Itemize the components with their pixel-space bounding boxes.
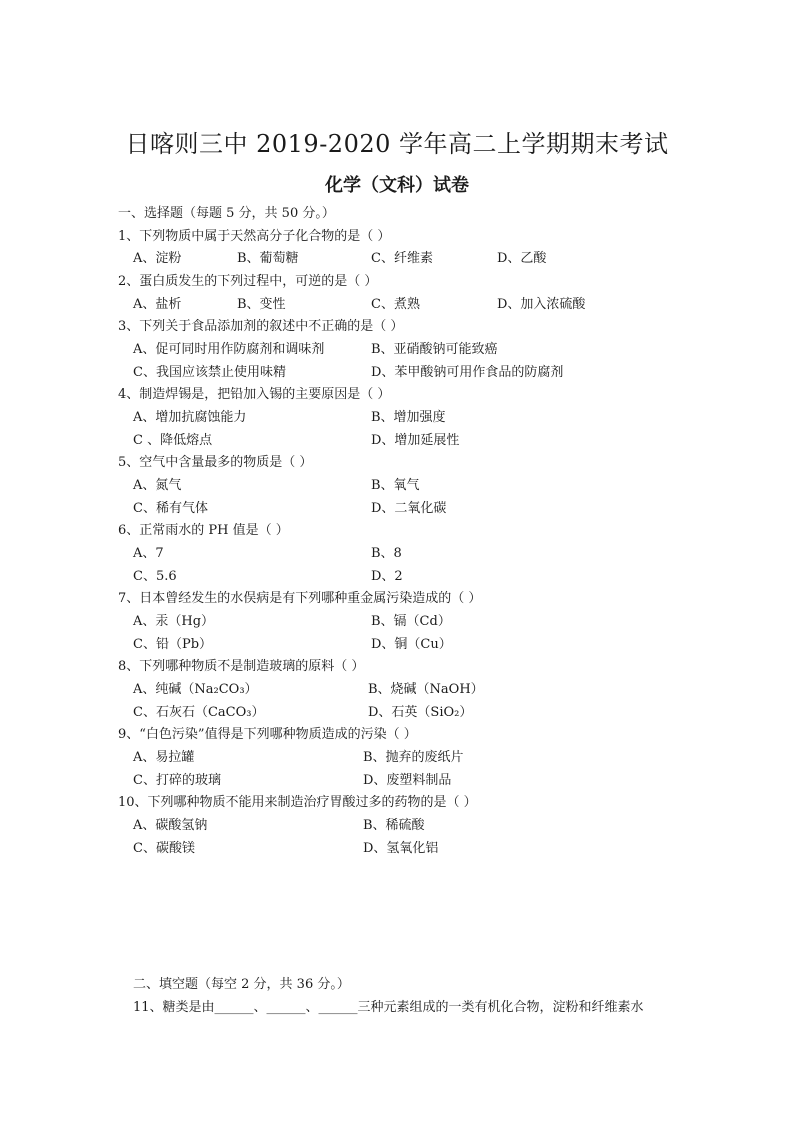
option-a: A、氮气 — [133, 478, 182, 493]
option-c: C 、降低熔点 — [133, 433, 213, 448]
question-stem: 11、糖类是由______、______、______三种元素组成的一类有机化合物，淀粉和纤维素水 — [133, 1000, 644, 1015]
option-b: B、抛弃的废纸片 — [363, 750, 464, 765]
question-stem: 9、“白色污染”值得是下列哪种物质造成的污染（ ） — [118, 727, 417, 742]
option-d: D、石英（SiO₂） — [368, 705, 473, 720]
option-d: D、废塑料制品 — [363, 773, 452, 788]
section-heading-fill: 二、填空题（每空 2 分，共 36 分。） — [133, 977, 350, 992]
option-d: D、氢氧化铝 — [363, 841, 439, 856]
option-a: A、增加抗腐蚀能力 — [133, 410, 247, 425]
option-d: D、铜（Cu） — [371, 637, 452, 652]
option-d: D、增加延展性 — [371, 433, 460, 448]
option-c: C、打碎的玻璃 — [133, 773, 221, 788]
option-a: A、促可同时用作防腐剂和调味剂 — [133, 342, 325, 357]
option-a: A、碳酸氢钠 — [133, 818, 208, 833]
option-b: B、氧气 — [371, 478, 420, 493]
question-stem: 6、正常雨水的 PH 值是（ ） — [118, 523, 289, 538]
option-d: D、加入浓硫酸 — [497, 297, 586, 312]
option-c: C、稀有气体 — [133, 501, 208, 516]
option-a: A、7 — [133, 546, 164, 561]
option-a: A、汞（Hg） — [133, 614, 215, 629]
option-c: C、纤维素 — [371, 251, 433, 266]
question-stem: 1、下列物质中属于天然高分子化合物的是（ ） — [118, 229, 391, 244]
option-b: B、增加强度 — [371, 410, 446, 425]
exam-subtitle: 化学（文科）试卷 — [325, 175, 469, 196]
option-a: A、盐析 — [133, 297, 182, 312]
option-a: A、淀粉 — [133, 251, 182, 266]
option-b: B、8 — [371, 546, 402, 561]
question-stem: 8、下列哪种物质不是制造玻璃的原料（ ） — [118, 659, 365, 674]
question-stem: 5、空气中含量最多的物质是（ ） — [118, 455, 313, 470]
question-stem: 10、下列哪种物质不能用来制造治疗胃酸过多的药物的是（ ） — [118, 795, 477, 810]
option-b: B、变性 — [237, 297, 286, 312]
option-c: C、5.6 — [133, 569, 177, 584]
option-b: B、稀硫酸 — [363, 818, 425, 833]
question-stem: 3、下列关于食品添加剂的叙述中不正确的是（ ） — [118, 319, 404, 334]
option-d: D、苯甲酸钠可用作食品的防腐剂 — [371, 365, 564, 380]
option-c: C、铅（Pb） — [133, 637, 213, 652]
option-c: C、煮熟 — [371, 297, 420, 312]
option-c: C、碳酸镁 — [133, 841, 195, 856]
option-b: B、烧碱（NaOH） — [368, 682, 484, 697]
option-b: B、葡萄糖 — [237, 251, 299, 266]
option-a: A、纯碱（Na₂CO₃） — [133, 682, 258, 697]
exam-title: 日喀则三中 2019-2020 学年高二上学期期末考试 — [125, 130, 669, 158]
question-stem: 4、制造焊锡是，把铅加入锡的主要原因是（ ） — [118, 387, 391, 402]
option-d: D、2 — [371, 569, 403, 584]
option-c: C、石灰石（CaCO₃） — [133, 705, 265, 720]
option-b: B、镉（Cd） — [371, 614, 451, 629]
question-stem: 7、日本曾经发生的水俣病是有下列哪种重金属污染造成的（ ） — [118, 591, 482, 606]
section-heading-choice: 一、选择题（每题 5 分，共 50 分。） — [118, 206, 335, 221]
question-stem: 2、蛋白质发生的下列过程中，可逆的是（ ） — [118, 274, 378, 289]
option-b: B、亚硝酸钠可能致癌 — [371, 342, 498, 357]
option-a: A、易拉罐 — [133, 750, 195, 765]
option-d: D、二氧化碳 — [371, 501, 447, 516]
option-d: D、乙酸 — [497, 251, 547, 266]
option-c: C、我国应该禁止使用味精 — [133, 365, 286, 380]
